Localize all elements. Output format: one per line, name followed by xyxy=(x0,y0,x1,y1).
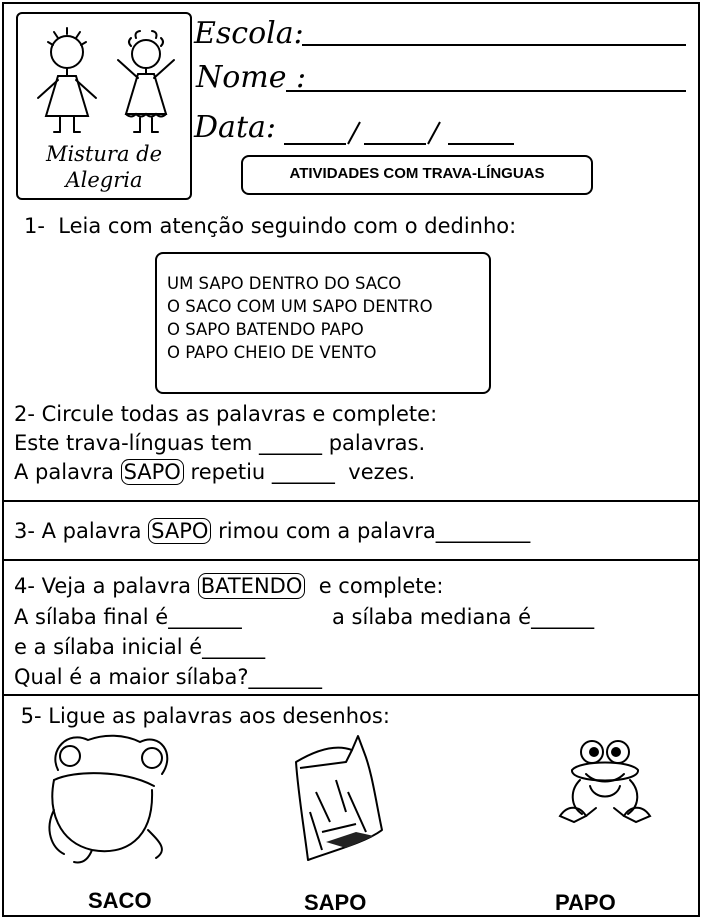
question-5: 5- Ligue as palavras aos desenhos: xyxy=(14,704,390,728)
date-field[interactable] xyxy=(282,116,522,148)
frog-throat-icon[interactable] xyxy=(44,730,174,870)
divider xyxy=(4,500,698,502)
sack-icon[interactable] xyxy=(286,732,396,872)
word-papo[interactable]: PAPO xyxy=(555,890,616,915)
poem-line: UM SAPO DENTRO DO SACO xyxy=(167,274,402,293)
poem-line: O SAPO BATENDO PAPO xyxy=(167,320,364,339)
q2-text-post: repetiu ______ vezes. xyxy=(183,460,416,484)
boxed-word-sapo: SAPO xyxy=(121,459,184,485)
logo-text-line1: Mistura de xyxy=(45,142,163,166)
q4-text-post: e complete: xyxy=(305,574,444,598)
poem-line: O PAPO CHEIO DE VENTO xyxy=(167,343,377,362)
question-4 xyxy=(14,574,443,598)
divider xyxy=(4,559,698,561)
word-sapo[interactable]: SAPO xyxy=(304,890,367,915)
escola-field[interactable] xyxy=(302,44,686,46)
frog-icon[interactable] xyxy=(550,734,660,834)
q2-text-pre: A palavra xyxy=(14,460,121,484)
divider xyxy=(4,694,698,696)
q3-text-pre: 3- A palavra xyxy=(14,519,149,543)
data-label: Data: xyxy=(194,110,276,145)
tongue-twister-box xyxy=(155,252,491,394)
question-2-line3 xyxy=(14,460,415,484)
question-3 xyxy=(14,519,530,543)
question-4-line4: Qual é a maior sílaba?_______ xyxy=(14,665,322,689)
worksheet xyxy=(2,2,700,917)
page-title: ATIVIDADES COM TRAVA-LÍNGUAS xyxy=(241,155,593,195)
logo-text-line2: Alegria xyxy=(65,168,143,192)
nome-label: Nome : xyxy=(196,60,307,95)
question-1: 1- Leia com atenção seguindo com o dedinho: xyxy=(24,214,517,238)
question-4-line2b: a sílaba mediana é______ xyxy=(332,605,595,629)
boxed-word-sapo: SAPO xyxy=(148,518,211,544)
poem-line: O SACO COM UM SAPO DENTRO xyxy=(167,297,433,316)
question-4-line3: e a sílaba inicial é______ xyxy=(14,635,266,659)
question-2-line2: Este trava-línguas tem ______ palavras. xyxy=(14,431,426,455)
question-2: 2- Circule todas as palavras e complete: xyxy=(14,402,438,426)
question-4-line2a: A sílaba final é_______ xyxy=(14,605,242,629)
escola-label: Escola: xyxy=(194,16,304,51)
word-saco[interactable]: SACO xyxy=(88,888,152,913)
boxed-word-batendo: BATENDO xyxy=(198,573,306,599)
logo xyxy=(16,12,192,200)
nome-field[interactable] xyxy=(286,90,686,92)
q3-text-post: rimou com a palavra_________ xyxy=(211,519,531,543)
q4-text-pre: 4- Veja a palavra xyxy=(14,574,198,598)
